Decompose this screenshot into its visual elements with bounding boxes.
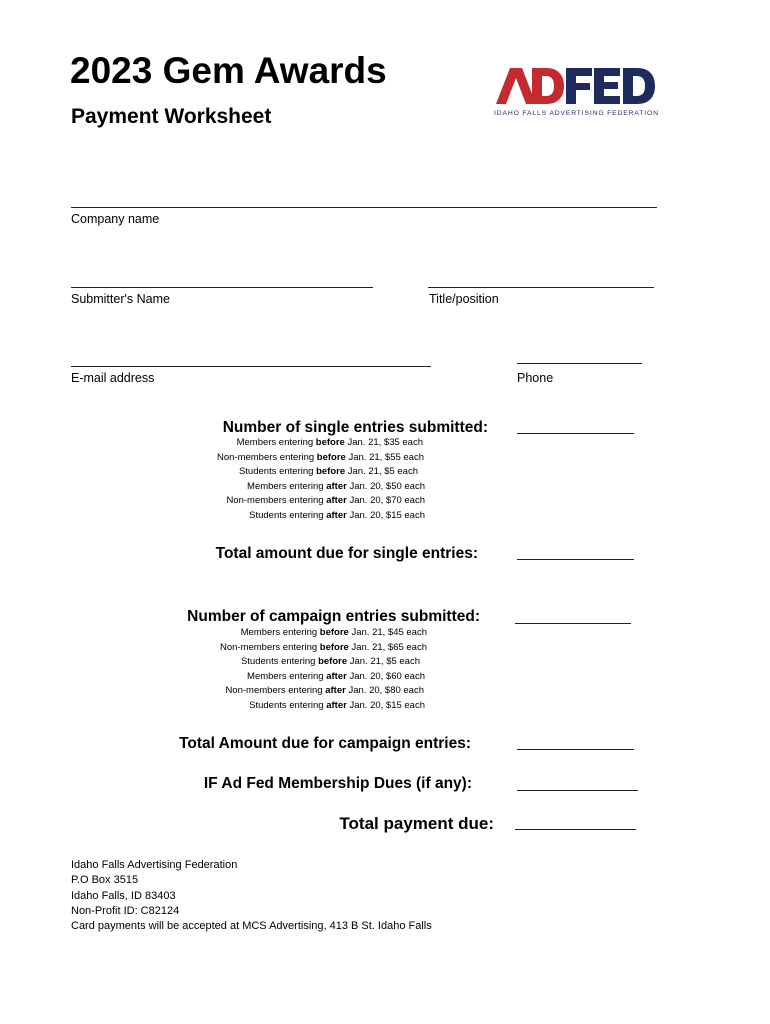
campaign-entries-heading: Number of campaign entries submitted: bbox=[187, 608, 480, 625]
page-subtitle: Payment Worksheet bbox=[71, 105, 272, 128]
footer-po-box: P.O Box 3515 bbox=[71, 874, 139, 887]
rate-line: Students entering before Jan. 21, $5 each bbox=[238, 466, 418, 477]
campaign-total-line[interactable] bbox=[517, 749, 634, 750]
rate-line: Non-members entering after Jan. 20, $80 each bbox=[225, 685, 424, 696]
submitter-name-line[interactable] bbox=[71, 287, 373, 288]
phone-label: Phone bbox=[517, 371, 554, 385]
total-payment-heading: Total payment due: bbox=[339, 814, 494, 833]
phone-line[interactable] bbox=[517, 363, 642, 364]
membership-dues-line[interactable] bbox=[517, 790, 638, 791]
single-total-heading: Total amount due for single entries: bbox=[215, 545, 478, 562]
title-position-line[interactable] bbox=[428, 287, 654, 288]
rate-line: Non-members entering before Jan. 21, $65 each bbox=[219, 641, 427, 653]
rate-line: Members entering after Jan. 20, $60 each bbox=[247, 670, 425, 682]
single-entries-count-line[interactable] bbox=[517, 433, 634, 434]
page-title: 2023 Gem Awards bbox=[70, 50, 387, 91]
email-label: E-mail address bbox=[71, 371, 155, 385]
rate-line: Non-members entering before Jan. 21, $55 each bbox=[216, 451, 424, 463]
logo-fed-mark bbox=[566, 68, 655, 104]
rate-line: Non-members entering after Jan. 20, $70 each bbox=[226, 495, 425, 506]
footer-nonprofit-id: Non-Profit ID: C82124 bbox=[71, 904, 180, 917]
single-total-line[interactable] bbox=[517, 559, 634, 560]
campaign-total-heading: Total Amount due for campaign entries: bbox=[179, 735, 471, 752]
logo-tagline: IDAHO FALLS ADVERTISING FEDERATION bbox=[494, 110, 658, 117]
rate-line: Members entering before Jan. 21, $45 each bbox=[240, 627, 427, 638]
campaign-entries-count-line[interactable] bbox=[515, 623, 631, 624]
rate-line: Members entering after Jan. 20, $50 each bbox=[247, 480, 425, 492]
adfed-logo bbox=[492, 62, 660, 124]
footer-org-name: Idaho Falls Advertising Federation bbox=[71, 859, 238, 871]
title-position-label: Title/position bbox=[429, 292, 499, 306]
logo-ad-mark bbox=[496, 68, 564, 104]
company-name-label: Company name bbox=[71, 212, 160, 226]
rate-line: Students entering after Jan. 20, $15 each bbox=[249, 699, 425, 711]
membership-dues-heading: IF Ad Fed Membership Dues (if any): bbox=[203, 775, 472, 792]
rate-line: Students entering after Jan. 20, $15 each bbox=[249, 509, 425, 521]
email-line[interactable] bbox=[71, 366, 431, 367]
footer-city: Idaho Falls, ID 83403 bbox=[71, 889, 176, 902]
single-entries-heading: Number of single entries submitted: bbox=[222, 419, 488, 436]
submitter-name-label: Submitter's Name bbox=[71, 292, 170, 306]
footer-address bbox=[71, 858, 432, 934]
rate-line: Students entering before Jan. 21, $5 each bbox=[240, 656, 420, 667]
total-payment-line[interactable] bbox=[515, 829, 636, 830]
rate-line: Members entering before Jan. 21, $35 each bbox=[236, 437, 423, 448]
company-name-line[interactable] bbox=[71, 207, 657, 208]
footer-card-payments: Card payments will be accepted at MCS Advertising, 413 B St. Idaho Falls bbox=[71, 920, 432, 933]
